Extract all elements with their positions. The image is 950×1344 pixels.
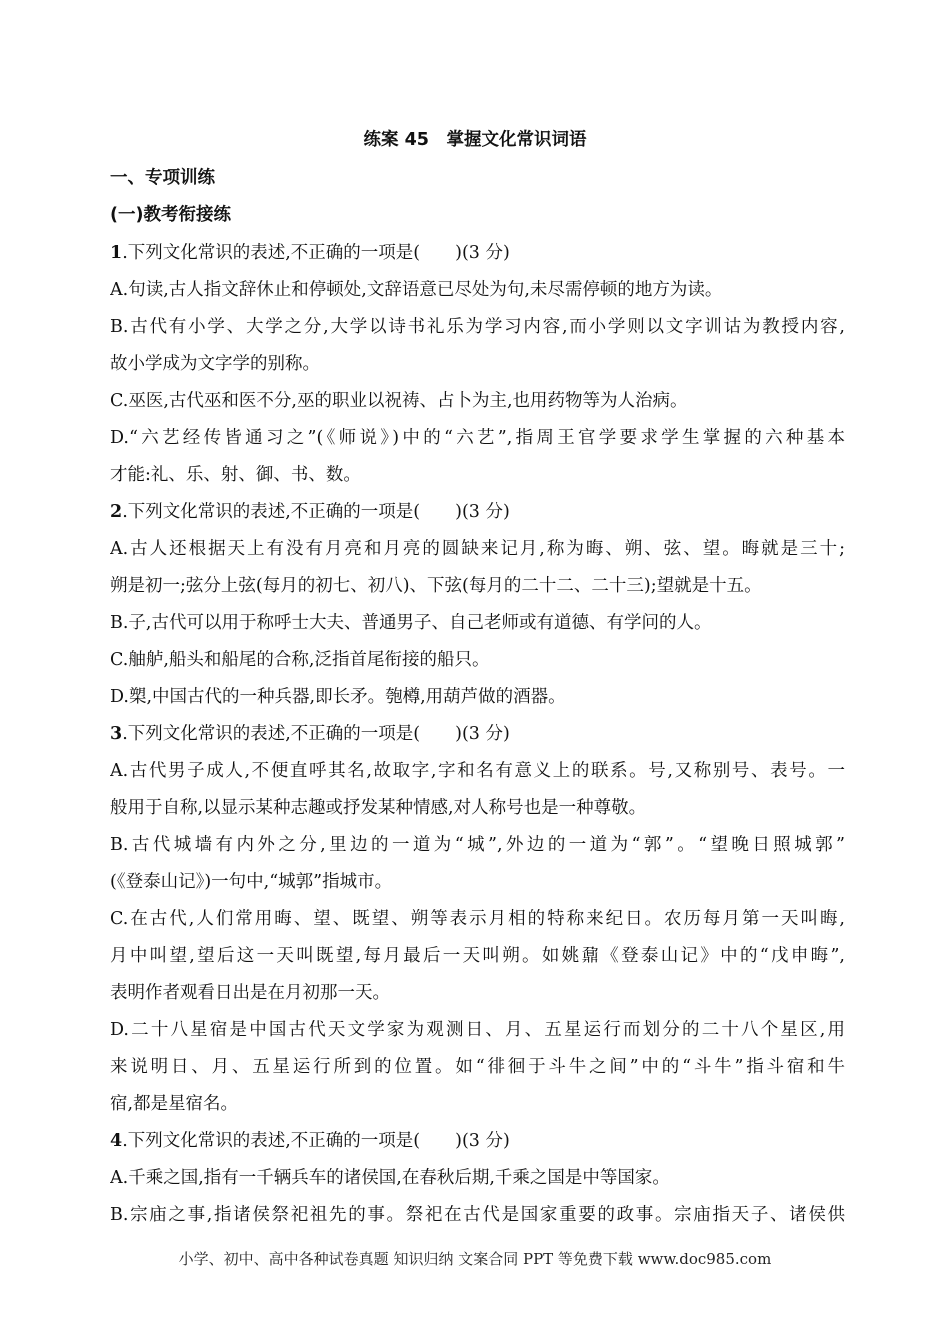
option-line: A.古代男子成人,不便直呼其名,故取字,字和名有意义上的联系。号,又称别号、表号。一 [110, 761, 845, 781]
option-line: D.“六艺经传皆通习之”(《师说》)中的“六艺”,指周王官学要求学生掌握的六种基本 [110, 428, 845, 448]
question-number: 4 [110, 1131, 123, 1151]
option-line: B.古代有小学、大学之分,大学以诗书礼乐为学习内容,而小学则以文字训诂为教授内容, [110, 317, 845, 337]
option-line: 才能:礼、乐、射、御、书、数。 [110, 465, 361, 485]
page-title: 练案 45 掌握文化常识词语 [363, 130, 587, 150]
option-line: 朔是初一;弦分上弦(每月的初七、初八)、下弦(每月的二十二、二十三);望就是十五。 [110, 576, 762, 596]
question-2-stem [110, 500, 845, 524]
option-line: 故小学成为文字学的别称。 [110, 354, 320, 374]
question-number: 3 [110, 724, 123, 744]
option-line: C.巫医,古代巫和医不分,巫的职业以祝祷、占卜为主,也用药物等为人治病。 [110, 391, 688, 411]
option-line: D.槊,中国古代的一种兵器,即长矛。匏樽,用葫芦做的酒器。 [110, 687, 566, 707]
question-number: 1 [110, 243, 123, 263]
option-line: 月中叫望,望后这一天叫既望,每月最后一天叫朔。如姚鼐《登泰山记》中的“戊申晦”, [110, 946, 845, 966]
option-line: D.二十八星宿是中国古代天文学家为观测日、月、五星运行而划分的二十八个星区,用 [110, 1020, 845, 1040]
question-stem-text: .下列文化常识的表述,不正确的一项是( )(3 分) [122, 502, 510, 522]
question-stem-text: .下列文化常识的表述,不正确的一项是( )(3 分) [122, 243, 510, 263]
option-line: 宿,都是星宿名。 [110, 1094, 239, 1114]
question-4-stem [110, 1129, 845, 1153]
section-heading: 一、专项训练 [110, 168, 215, 188]
option-line: 表明作者观看日出是在月初那一天。 [110, 983, 390, 1003]
page-footer: 小学、初中、高中各种试卷真题 知识归纳 文案合同 PPT 等免费下载 www.doc985.com [178, 1250, 772, 1268]
option-line: C.在古代,人们常用晦、望、既望、朔等表示月相的特称来纪日。农历每月第一天叫晦, [110, 909, 845, 929]
question-stem-text: .下列文化常识的表述,不正确的一项是( )(3 分) [122, 1131, 510, 1151]
option-line: C.舳舻,船头和船尾的合称,泛指首尾衔接的船只。 [110, 650, 490, 670]
question-stem-text: .下列文化常识的表述,不正确的一项是( )(3 分) [122, 724, 510, 744]
question-3-stem [110, 722, 845, 746]
question-number: 2 [110, 502, 123, 522]
option-line: 般用于自称,以显示某种志趣或抒发某种情感,对人称号也是一种尊敬。 [110, 798, 647, 818]
option-line: B.古代城墙有内外之分,里边的一道为“城”,外边的一道为“郭”。“望晚日照城郭” [110, 835, 845, 855]
option-line: B.宗庙之事,指诸侯祭祀祖先的事。祭祀在古代是国家重要的政事。宗庙指天子、诸侯供 [110, 1205, 845, 1225]
option-line: 来说明日、月、五星运行所到的位置。如“徘徊于斗牛之间”中的“斗牛”指斗宿和牛 [110, 1057, 845, 1077]
option-line: (《登泰山记》)一句中,“城郭”指城市。 [110, 872, 393, 892]
subsection-heading: (一)教考衔接练 [110, 205, 231, 225]
option-line: A.千乘之国,指有一千辆兵车的诸侯国,在春秋后期,千乘之国是中等国家。 [110, 1168, 670, 1188]
option-line: A.句读,古人指文辞休止和停顿处,文辞语意已尽处为句,未尽需停顿的地方为读。 [110, 280, 723, 300]
option-line: A.古人还根据天上有没有月亮和月亮的圆缺来记月,称为晦、朔、弦、望。晦就是三十; [110, 539, 845, 559]
question-1-stem [110, 241, 845, 265]
option-line: B.子,古代可以用于称呼士大夫、普通男子、自己老师或有道德、有学问的人。 [110, 613, 712, 633]
